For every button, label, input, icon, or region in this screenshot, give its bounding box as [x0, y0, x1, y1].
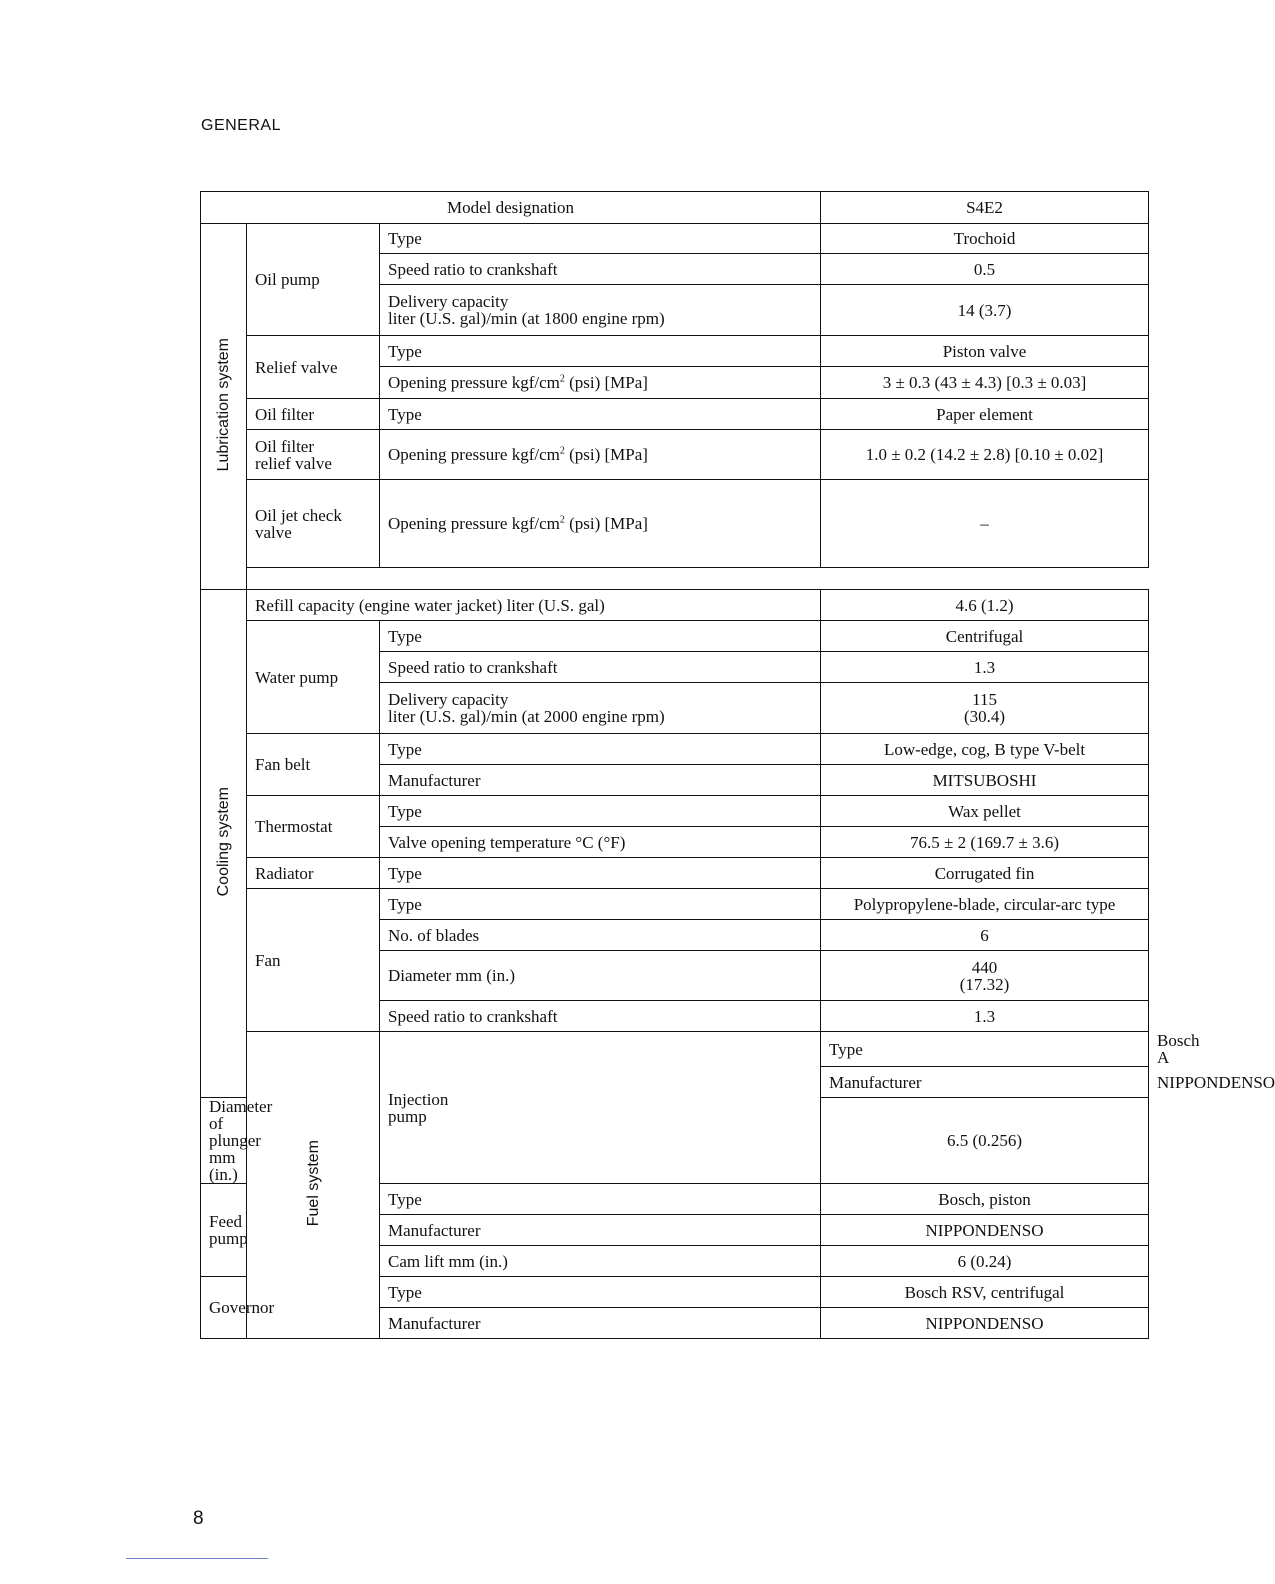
oil-pump-delivery-label-line1: Delivery capacity [388, 292, 509, 311]
pressure-label-text: Opening pressure kgf/cm [388, 373, 560, 392]
fuel-system-label: Fuel system [304, 1140, 322, 1227]
governor-label: Governor [201, 1277, 247, 1339]
feed-pump-label: Feed pump [201, 1184, 247, 1277]
oil-pump-delivery-value: 14 (3.7) [821, 285, 1149, 336]
pressure-label-text: Opening pressure kgf/cm [388, 514, 560, 533]
oil-pump-speed-value: 0.5 [821, 254, 1149, 285]
oil-pump-type-value: Trochoid [821, 224, 1149, 254]
relief-valve-type-value: Piston valve [821, 336, 1149, 367]
oil-filter-relief-label-line2: relief valve [255, 453, 332, 473]
table-row [201, 590, 1149, 621]
oil-jet-label-line1: Oil jet check [255, 505, 342, 525]
injection-pump-label [380, 1032, 821, 1184]
page-header: GENERAL [201, 117, 281, 134]
pressure-label-text: (psi) [MPa] [564, 373, 648, 392]
fan-type-label: Type [380, 889, 821, 920]
specifications-table [200, 191, 1275, 1339]
oil-pump-delivery-label [380, 285, 821, 336]
table-row [201, 734, 1149, 765]
fan-blades-value: 6 [821, 920, 1149, 951]
fan-belt-label: Fan belt [247, 734, 380, 796]
radiator-type-label: Type [380, 858, 821, 889]
oil-filter-relief-pressure-value: 1.0 ± 0.2 (14.2 ± 2.8) [0.10 ± 0.02] [821, 430, 1149, 480]
governor-type-value: Bosch RSV, centrifugal [821, 1277, 1149, 1308]
lubrication-system-cell [201, 224, 247, 590]
water-pump-label: Water pump [247, 621, 380, 734]
fan-belt-type-label: Type [380, 734, 821, 765]
fan-speed-label: Speed ratio to crankshaft [380, 1001, 821, 1032]
oil-jet-pressure-label [380, 480, 821, 568]
radiator-label: Radiator [247, 858, 380, 889]
spacer-cell [247, 568, 1149, 590]
oil-jet-pressure-value: – [821, 480, 1149, 568]
feed-pump-type-value: Bosch, piston [821, 1184, 1149, 1215]
oil-filter-label: Oil filter [247, 399, 380, 430]
oil-pump-type-label: Type [380, 224, 821, 254]
water-pump-delivery-value-line2: (30.4) [963, 707, 1006, 726]
model-designation-label: Model designation [201, 192, 821, 224]
table-row [201, 621, 1149, 652]
pressure-label-text: (psi) [MPa] [564, 445, 648, 464]
fan-diameter-value-line2: (17.32) [959, 974, 1010, 994]
fan-belt-type-value: Low-edge, cog, B type V-belt [821, 734, 1149, 765]
radiator-type-value: Corrugated fin [821, 858, 1149, 889]
thermostat-temp-value: 76.5 ± 2 (169.7 ± 3.6) [821, 827, 1149, 858]
pressure-label-sup: 2 [559, 445, 565, 457]
table-row [201, 858, 1149, 889]
oil-pump-delivery-label-line2: liter (U.S. gal)/min (at 1800 engine rpm) [388, 309, 665, 328]
injection-pump-label-line2: pump [388, 1106, 427, 1126]
model-designation-value: S4E2 [821, 192, 1149, 224]
thermostat-type-value: Wax pellet [821, 796, 1149, 827]
page-number: 8 [193, 1508, 204, 1529]
governor-type-label: Type [380, 1277, 821, 1308]
feed-pump-cam-label: Cam lift mm (in.) [380, 1246, 821, 1277]
relief-valve-label: Relief valve [247, 336, 380, 399]
feed-pump-mfr-value: NIPPONDENSO [821, 1215, 1149, 1246]
pressure-label-sup: 2 [559, 373, 565, 385]
water-pump-speed-value: 1.3 [821, 652, 1149, 683]
oil-jet-label [247, 480, 380, 568]
thermostat-label: Thermostat [247, 796, 380, 858]
relief-valve-pressure-label [380, 367, 821, 399]
pressure-label-text: (psi) [MPa] [564, 514, 648, 533]
fan-type-value: Polypropylene-blade, circular-arc type [821, 889, 1149, 920]
cooling-system-cell [201, 590, 247, 1098]
fan-diameter-value [821, 951, 1149, 1001]
refill-capacity-label: Refill capacity (engine water jacket) liter (U.S. gal) [247, 590, 821, 621]
feed-pump-mfr-label: Manufacturer [380, 1215, 821, 1246]
injection-pump-plunger-value: 6.5 (0.256) [821, 1098, 1149, 1184]
table-row [201, 796, 1149, 827]
water-pump-delivery-value [821, 683, 1149, 734]
feed-pump-type-label: Type [380, 1184, 821, 1215]
governor-mfr-label: Manufacturer [380, 1308, 821, 1339]
table-row: Fuel system Injection pump Type Bosch A [201, 1032, 1149, 1067]
oil-pump-speed-label: Speed ratio to crankshaft [380, 254, 821, 285]
fan-belt-mfr-value: MITSUBOSHI [821, 765, 1149, 796]
water-pump-type-value: Centrifugal [821, 621, 1149, 652]
table-header-row [201, 192, 1149, 224]
table-row [201, 399, 1149, 430]
fan-label: Fan [247, 889, 380, 1032]
oil-jet-label-line2: valve [255, 522, 292, 542]
water-pump-delivery-label [380, 683, 821, 734]
pressure-label-text: Opening pressure kgf/cm [388, 445, 560, 464]
governor-mfr-value: NIPPONDENSO [821, 1308, 1149, 1339]
water-pump-speed-label: Speed ratio to crankshaft [380, 652, 821, 683]
water-pump-delivery-label-line1: Delivery capacity [388, 690, 509, 709]
fan-blades-label: No. of blades [380, 920, 821, 951]
footer-divider [126, 1558, 268, 1559]
injection-pump-mfr-label: Manufacturer [821, 1067, 1149, 1098]
table-row [201, 336, 1149, 367]
table-row [201, 889, 1149, 920]
table-row [201, 480, 1149, 568]
thermostat-type-label: Type [380, 796, 821, 827]
table-row [201, 224, 1149, 254]
refill-capacity-value: 4.6 (1.2) [821, 590, 1149, 621]
lubrication-system-label: Lubrication system [215, 338, 232, 472]
water-pump-type-label: Type [380, 621, 821, 652]
table-row [201, 430, 1149, 480]
injection-pump-type-label: Type [821, 1032, 1149, 1067]
injection-pump-plunger-label: Diameter of plunger mm (in.) [201, 1098, 247, 1184]
relief-valve-pressure-value: 3 ± 0.3 (43 ± 4.3) [0.3 ± 0.03] [821, 367, 1149, 399]
oil-filter-relief-label-line1: Oil filter [255, 436, 315, 456]
cooling-system-label: Cooling system [215, 787, 232, 897]
oil-filter-relief-pressure-label [380, 430, 821, 480]
oil-filter-relief-label [247, 430, 380, 480]
feed-pump-cam-value: 6 (0.24) [821, 1246, 1149, 1277]
fan-belt-mfr-label: Manufacturer [380, 765, 821, 796]
pressure-label-sup: 2 [559, 514, 565, 526]
injection-pump-label-line1: Injection [388, 1089, 449, 1109]
oil-filter-type-value: Paper element [821, 399, 1149, 430]
water-pump-delivery-label-line2: liter (U.S. gal)/min (at 2000 engine rpm) [388, 707, 665, 726]
fan-diameter-value-line1: 440 [971, 957, 998, 977]
table-row-spacer [201, 568, 1149, 590]
water-pump-delivery-value-line1: 115 [972, 690, 997, 709]
fan-speed-value: 1.3 [821, 1001, 1149, 1032]
fuel-system-cell [247, 1032, 380, 1339]
fan-diameter-label: Diameter mm (in.) [380, 951, 821, 1001]
table-row: Manufacturer NIPPONDENSO [201, 1067, 1149, 1098]
oil-filter-type-label: Type [380, 399, 821, 430]
thermostat-temp-label: Valve opening temperature °C (°F) [380, 827, 821, 858]
relief-valve-type-label: Type [380, 336, 821, 367]
oil-pump-label: Oil pump [247, 224, 380, 336]
